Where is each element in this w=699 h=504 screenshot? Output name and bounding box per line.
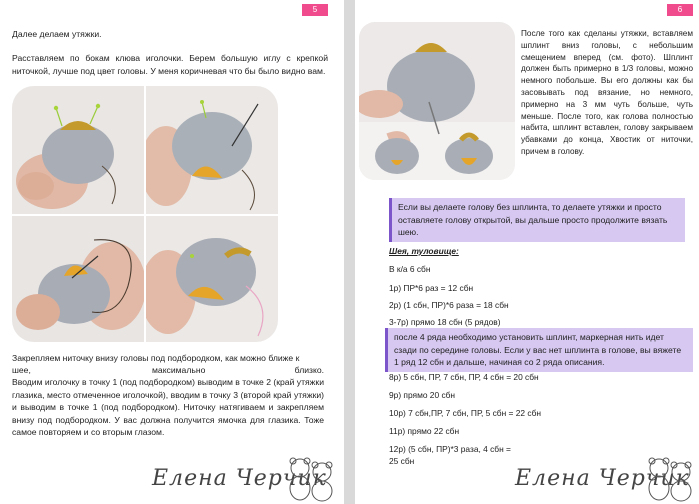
pattern-row: 3-7р) прямо 18 сбн (5 рядов) <box>389 317 501 327</box>
photo-collage <box>12 86 278 342</box>
body-paragraph: Вводим иголочку в точку 1 (под подбородком) выводим в точке 2 (край утяжки глазика, место отмеченное иголочкой), вводим в точку 3 (второй край утяжки) и выводим в точке 1 (под подбородком). Ниточку натягиваем и закрепляем внизу под подбородком. У вас должна получится ямочка для глазика. Тоже самое повторяем и со вторым глазом. <box>12 377 324 438</box>
split-pin-instructions: После того как сделаны утяжки, вставляем шплинт вниз головы, с небольшим смещением вперед (см. фото). Шплинт должен быть примерно в 1/3 головы, можно немного побольше. Вы его должны как бы засовывать под вязание, но немного, примерно на 3 мм чуть больше, чуть меньше. После того, как голова полностью набита, шплинт вставлен, голову закрываем убавками до конца, Хвостик от ниточки, причем в голову. <box>521 29 693 156</box>
page-left <box>0 0 344 504</box>
body-word-close: близко. <box>294 365 324 375</box>
page-right <box>355 0 699 504</box>
note-callout-no-pin: Если вы делаете голову без шплинта, то делаете утяжки и просто оставляете голову открытой, вы дальше просто продолжите вязать шею. <box>389 198 685 242</box>
section-title: Шея, туловище: <box>389 246 459 256</box>
intro-paragraph: Расставляем по бокам клюва иголочки. Берем большую иглу с крепкой ниточкой, лучше под цвет головы. У меня коричневая что бы было видно вам. <box>12 53 328 76</box>
pattern-row-continuation: 25 сбн <box>389 456 415 466</box>
author-signature: Елена Черчик <box>152 466 327 491</box>
photo-split-pin <box>359 22 515 180</box>
pattern-row: 9р) прямо 20 сбн <box>389 390 456 400</box>
photo-dimple-result <box>146 216 278 342</box>
photo-needles-front <box>12 86 144 214</box>
body-word-neck: шее, <box>12 365 31 375</box>
author-signature: Елена Черчик <box>515 466 690 491</box>
photo-side-beak <box>146 86 278 214</box>
pattern-row: 8р) 5 сбн, ПР, 7 сбн, ПР, 4 сбн = 20 сбн <box>389 372 539 382</box>
body-word-max: максимально <box>152 365 206 375</box>
photo-threading <box>12 216 144 342</box>
page-number: 5 <box>302 4 328 16</box>
body-line-1: Закрепляем ниточку внизу головы под подбородком, как можно ближе к <box>12 353 300 363</box>
teddy-bears-logo <box>643 454 699 502</box>
pattern-row: 2р) (1 сбн, ПР)*6 раза = 18 сбн <box>389 300 509 310</box>
teddy-bears-logo <box>284 454 340 502</box>
note-callout-pin-position: после 4 ряда необходимо установить шплинт, маркерная нить идет сзади по середине головы. Если у вас нет шплинта в голове, вы вяжете 1 ряд 12 сбн и дальше, начиная со 2 ряда описания. <box>385 328 693 372</box>
page-number: 6 <box>667 4 693 16</box>
pattern-row: 11р) прямо 22 сбн <box>389 426 460 436</box>
section-heading: Далее делаем утяжки. <box>12 29 102 39</box>
pattern-row: В к/а 6 сбн <box>389 264 431 274</box>
pattern-row: 12р) (5 сбн, ПР)*3 раза, 4 сбн = <box>389 444 511 454</box>
pattern-row: 1р) ПР*6 раз = 12 сбн <box>389 283 474 293</box>
pattern-row: 10р) 7 сбн,ПР, 7 сбн, ПР, 5 сбн = 22 сбн <box>389 408 541 418</box>
